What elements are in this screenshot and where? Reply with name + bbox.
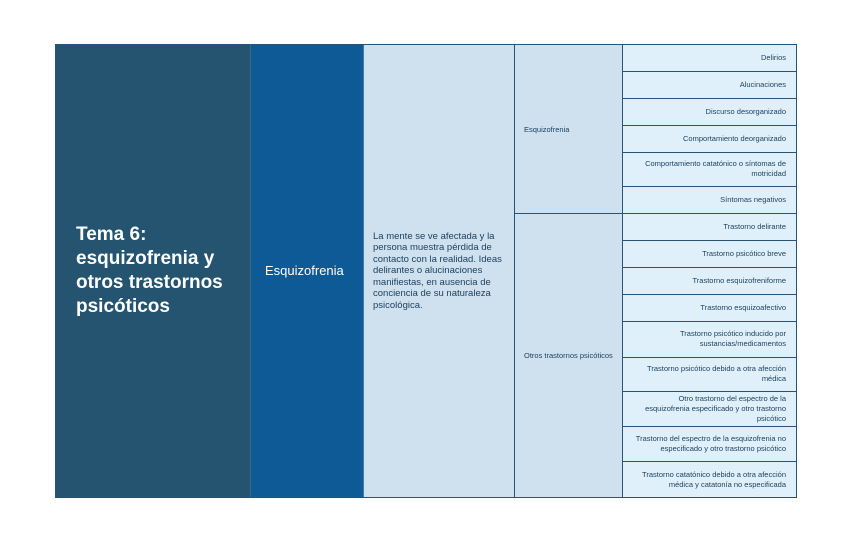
- definition-text: La mente se ve afectada y la persona muestra pérdida de contacto con la realidad. Ideas delirantes o alucinaciones manifiestas, en ausencia de conciencia de su naturaleza psicológica.: [373, 230, 502, 311]
- item-trastorno-psicotico-breve: Trastorno psicótico breve: [623, 241, 796, 268]
- item-comportamiento-desorganizado: Comportamiento deorganizado: [623, 126, 796, 153]
- item-debido-a-afeccion-medica: Trastorno psicótico debido a otra afección médica: [623, 358, 796, 393]
- item-alucinaciones: Alucinaciones: [623, 72, 796, 99]
- item-discurso-desorganizado: Discurso desorganizado: [623, 99, 796, 126]
- diagram-title: Tema 6: esquizofrenia y otros trastornos psicóticos: [76, 224, 223, 317]
- concept-diagram: [55, 44, 797, 498]
- item-inducido-por-sustancias: Trastorno psicótico inducido por sustancias/medicamentos: [623, 322, 796, 358]
- items-column: [623, 45, 796, 497]
- item-otro-especificado: Otro trastorno del espectro de la esquizofrenia especificado y otro trastorno psicótico: [623, 392, 796, 427]
- category-otros-trastornos: Otros trastornos psicóticos: [515, 214, 622, 497]
- title-cell: [56, 45, 251, 497]
- item-sintomas-negativos: Síntomas negativos: [623, 187, 796, 214]
- definition-cell: [364, 45, 515, 497]
- item-delirios: Delirios: [623, 45, 796, 72]
- topic-cell: [251, 45, 364, 497]
- categories-column: [515, 45, 623, 497]
- item-no-especificado: Trastorno del espectro de la esquizofrenia no especificado y otro trastorno psicótico: [623, 427, 796, 462]
- item-comportamiento-catatonico: Comportamiento catatónico o síntomas de motricidad: [623, 153, 796, 188]
- item-trastorno-esquizofreniforme: Trastorno esquizofreniforme: [623, 268, 796, 295]
- item-trastorno-delirante: Trastorno delirante: [623, 214, 796, 241]
- item-trastorno-esquizoafectivo: Trastorno esquizoafectivo: [623, 295, 796, 322]
- item-trastorno-catatonico: Trastorno catatónico debido a otra afección médica y catatonía no especificada: [623, 462, 796, 497]
- category-esquizofrenia: Esquizofrenia: [515, 45, 622, 214]
- topic-label: Esquizofrenia: [265, 263, 344, 278]
